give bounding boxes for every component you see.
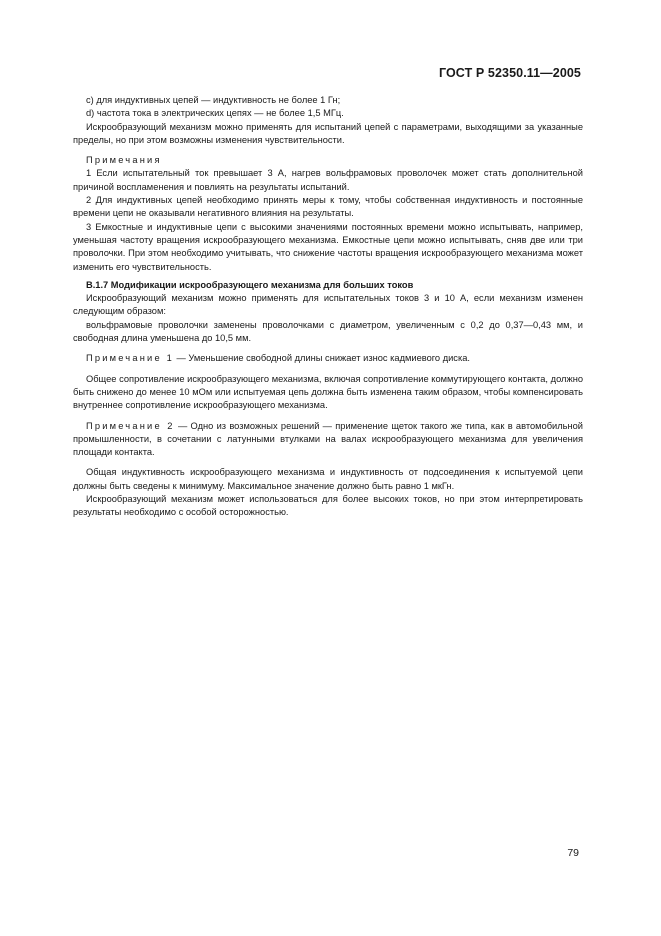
paragraph-high-current: Искрообразующий механизм можно применять для испытательных токов 3 и 10 А, если механизм изменен следующим образом:: [73, 293, 583, 317]
page-body: [73, 94, 583, 520]
list-item-d: d) частота тока в электрических цепях — не более 1,5 МГц.: [86, 108, 344, 119]
note-2-label: Примечание 2: [86, 420, 175, 431]
note-2: [73, 420, 583, 460]
section-heading: В.1.7 Модификации искрообразующего механизма для больших токов: [86, 279, 414, 290]
paragraph-higher-currents: Искрообразующий механизм может использоваться для более высоких токов, но при этом интерпретировать результаты необходимо с особой осторожностью.: [73, 494, 583, 518]
note-item-1: 1 Если испытательный ток превышает 3 А, нагрев вольфрамовых проволочек может стать дополнительной причиной воспламенения и повлиять на результаты испытаний.: [73, 168, 583, 192]
paragraph-wire-change: вольфрамовые проволочки заменены проволочками с диаметром, увеличенным с 0,2 до 0,37—0,43 мм, и свободная длина уменьшена до 10,5 мм.: [73, 319, 583, 344]
notes-title: Примечания: [86, 155, 162, 166]
note-1: [73, 352, 583, 365]
note-item-3: 3 Емкостные и индуктивные цепи с высокими значениями постоянных времени можно испытывать, например, уменьшая частоту вращения искрообразующего механизма. Емкостные цепи можно испытывать, сняв две или три проволочки. При этом необходимо учитывать, что снижение частоты вращения искрообразующего механизма может изменить его чувствительность.: [73, 221, 583, 272]
note-1-label: Примечание 1: [86, 353, 174, 364]
paragraph-applicability: Искрообразующий механизм можно применять для испытаний цепей с параметрами, выходящими за указанные пределы, но при этом возможны изменения чувствительности.: [73, 121, 583, 145]
paragraph-inductance: Общая индуктивность искрообразующего механизма и индуктивность от подсоединения к испытуемой цепи должны быть сведены к минимуму. Максимальное значение должно быть равно 1 мкГн.: [73, 467, 583, 491]
page-number: 79: [567, 847, 579, 859]
list-item-c: c) для индуктивных цепей — индуктивность не более 1 Гн;: [86, 95, 341, 105]
note-item-2: 2 Для индуктивных цепей необходимо принять меры к тому, чтобы собственная индуктивность и постоянные времени цепи не оказывали негативного влияния на результаты.: [73, 195, 583, 219]
note-2-text: — Одно из возможных решений — применение щеток такого же типа, как в автомобильной промышленности, в сочетании с латунными втулками на валах искрообразующего механизма для увеличения площади контакта.: [73, 420, 584, 458]
document-id: ГОСТ Р 52350.11—2005: [438, 66, 581, 80]
note-1-text: — Уменьшение свободной длины снижает износ кадмиевого диска.: [173, 353, 470, 364]
paragraph-resistance: Общее сопротивление искрообразующего механизма, включая сопротивление коммутирующего контакта, должно быть снижено до менее 10 мОм или испытуемая цепь должна быть изменена таким образом, чтобы компенсировать внутреннее сопротивление искрообразующего механизма.: [73, 373, 583, 411]
